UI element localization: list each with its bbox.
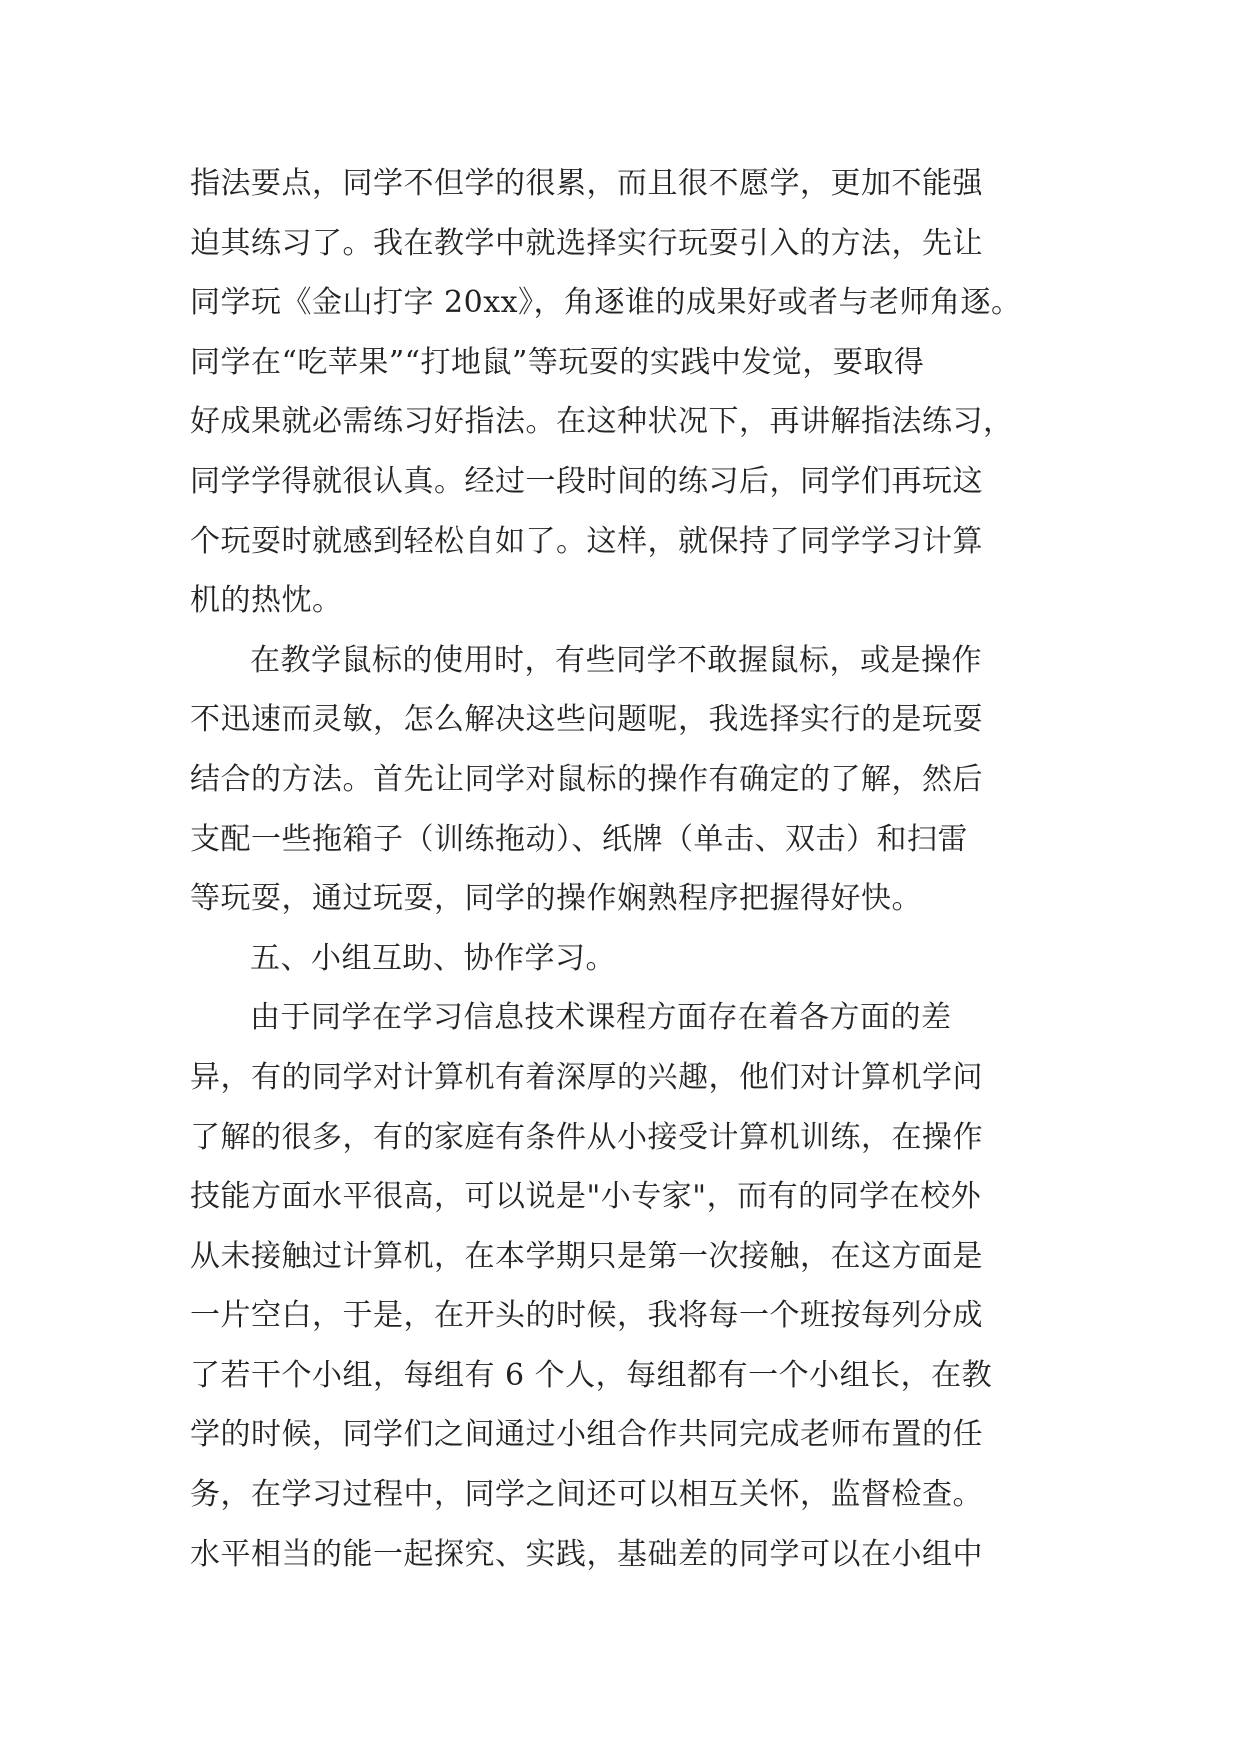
section-heading: 五、小组互助、协作学习。 xyxy=(250,940,616,976)
text-line: 学的时候，同学们之间通过小组合作共同完成老师布置的任 xyxy=(190,1417,983,1453)
text-line: 不迅速而灵敏，怎么解决这些问题呢，我选择实行的是玩耍 xyxy=(190,702,983,738)
text-line: 支配一些拖箱子（训练拖动）、纸牌（单击、双击）和扫雷 xyxy=(190,821,968,857)
text-line: 异，有的同学对计算机有着深厚的兴趣，他们对计算机学问 xyxy=(190,1059,983,1095)
text-line: 同学玩《金山打字 20xx》，角逐谁的成果好或者与老师角逐。 xyxy=(190,285,1022,321)
text-line: 结合的方法。首先让同学对鼠标的操作有确定的了解，然后 xyxy=(190,761,983,797)
text-line: 了若干个小组，每组有 6 个人，每组都有一个小组长，在教 xyxy=(190,1357,993,1393)
body-text xyxy=(190,154,1065,1584)
text-line: 了解的很多，有的家庭有条件从小接受计算机训练，在操作 xyxy=(190,1119,983,1155)
text-line: 机的热忱。 xyxy=(190,583,343,619)
text-line: 水平相当的能一起探究、实践，基础差的同学可以在小组中 xyxy=(190,1536,983,1572)
text-line: 一片空白，于是，在开头的时候，我将每一个班按每列分成 xyxy=(190,1298,983,1334)
text-line: 技能方面水平很高，可以说是"小专家"，而有的同学在校外 xyxy=(190,1179,982,1215)
paragraph-start-line: 在教学鼠标的使用时，有些同学不敢握鼠标，或是操作 xyxy=(250,642,982,678)
text-line: 从未接触过计算机，在本学期只是第一次接触，在这方面是 xyxy=(190,1238,983,1274)
text-line: 同学学得就很认真。经过一段时间的练习后，同学们再玩这 xyxy=(190,463,983,499)
text-line: 好成果就必需练习好指法。在这种状况下，再讲解指法练习， xyxy=(190,404,1014,440)
text-line: 务，在学习过程中，同学之间还可以相互关怀，监督检查。 xyxy=(190,1477,983,1513)
text-line: 迫其练习了。我在教学中就选择实行玩耍引入的方法，先让 xyxy=(190,225,983,261)
paragraph-start-line: 由于同学在学习信息技术课程方面存在着各方面的差 xyxy=(250,1000,952,1036)
text-line: 指法要点，同学不但学的很累，而且很不愿学，更加不能强 xyxy=(190,166,983,201)
text-line: 个玩耍时就感到轻松自如了。这样，就保持了同学学习计算 xyxy=(190,523,983,559)
text-line: 等玩耍，通过玩耍，同学的操作娴熟程序把握得好快。 xyxy=(190,881,922,917)
text-line: 同学在“吃苹果”“打地鼠”等玩耍的实践中发觉，要取得 xyxy=(190,344,925,380)
